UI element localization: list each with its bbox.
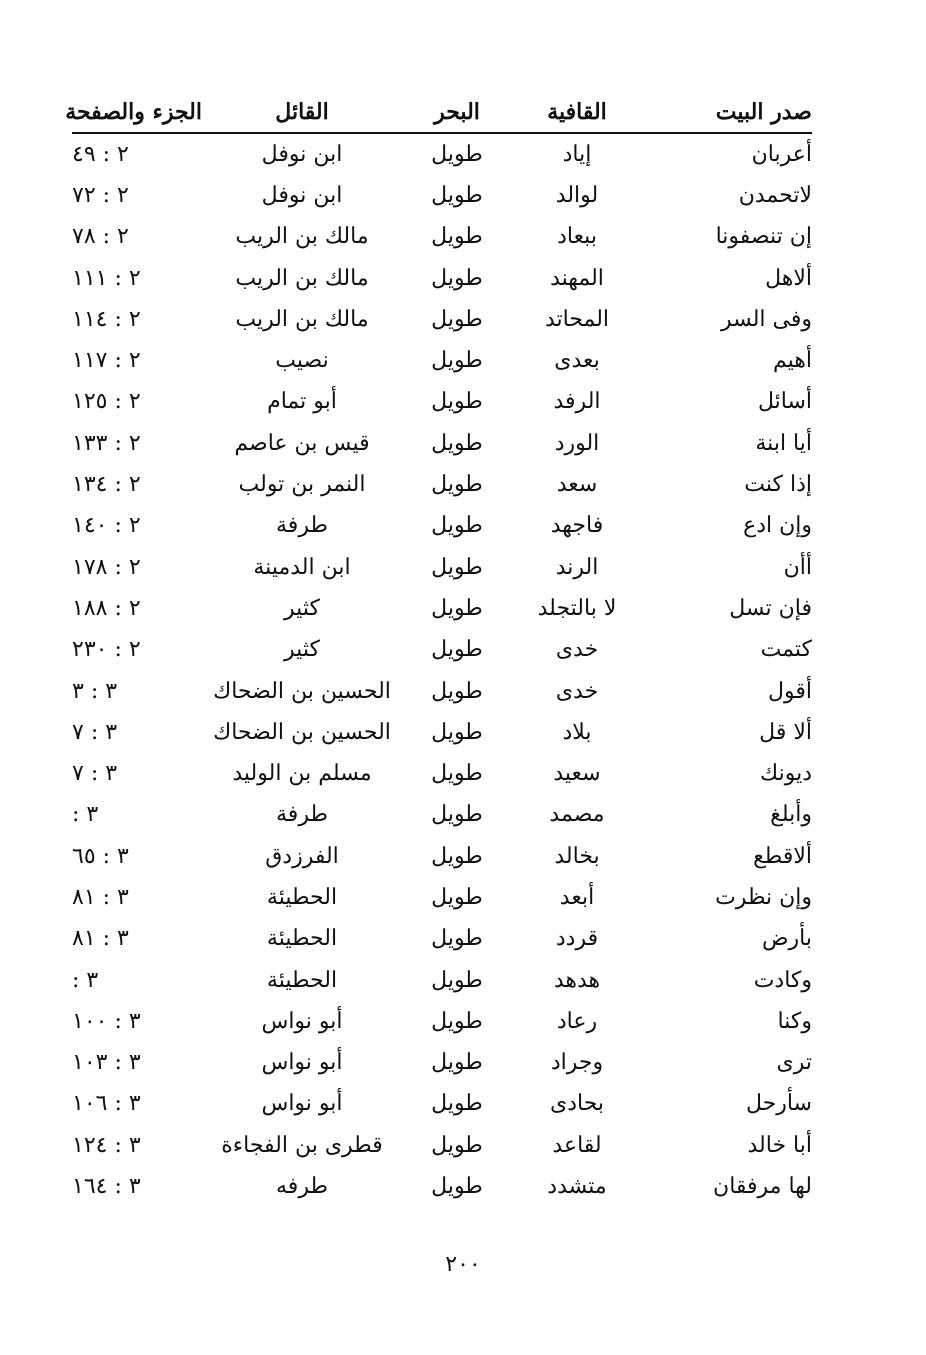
cell-verse: وفى السر <box>720 306 812 332</box>
cell-verse: أعربان <box>751 141 812 167</box>
table-row <box>72 217 812 258</box>
cell-meter: طويل <box>431 389 483 415</box>
cell-verse: سأرحل <box>745 1091 812 1117</box>
cell-reference: ٣ : ١٢٤ <box>72 1132 141 1158</box>
cell-verse: أأن <box>783 554 812 580</box>
cell-reference: ٣ : ١٠٦ <box>72 1091 141 1117</box>
header-poet: القائل <box>275 99 329 126</box>
header-rhyme: القافية <box>547 99 607 126</box>
cell-meter: طويل <box>431 595 483 621</box>
cell-reference: ٢ : ١٤٠ <box>72 513 141 539</box>
cell-rhyme: مصمد <box>549 802 605 828</box>
cell-rhyme: المحاتد <box>544 306 610 332</box>
cell-verse: فإن تسل <box>729 595 812 621</box>
cell-verse: بأرض <box>761 926 812 952</box>
cell-poet: أبو تمام <box>267 389 337 415</box>
cell-rhyme: قردد <box>555 926 599 952</box>
cell-poet: ابن الدمينة <box>253 554 351 580</box>
table-row <box>72 1125 812 1166</box>
cell-verse: إن تنصفونا <box>715 224 812 250</box>
cell-verse: كتمت <box>760 637 812 663</box>
cell-poet: قطرى بن الفجاءة <box>221 1132 383 1158</box>
cell-verse: ترى <box>776 1050 812 1076</box>
table-row <box>72 1084 812 1125</box>
table-row <box>72 630 812 671</box>
cell-poet: ابن نوفل <box>261 182 343 208</box>
table-row <box>72 877 812 918</box>
cell-reference: ٣ : <box>72 967 99 993</box>
cell-verse: أسائل <box>757 389 812 415</box>
cell-poet: مالك بن الريب <box>235 265 369 291</box>
table-row <box>72 1001 812 1042</box>
cell-poet: قيس بن عاصم <box>234 430 370 456</box>
cell-verse: وأبلغ <box>770 802 812 828</box>
cell-verse: ديونك <box>760 761 812 787</box>
cell-reference: ٢ : ١٧٨ <box>72 554 141 580</box>
cell-meter: طويل <box>431 719 483 745</box>
cell-meter: طويل <box>431 761 483 787</box>
cell-rhyme: بخالد <box>554 843 600 869</box>
cell-poet: الحسين بن الضحاك <box>213 678 391 704</box>
cell-poet: طرفه <box>276 1174 328 1200</box>
cell-verse: وكادت <box>753 967 812 993</box>
cell-meter: طويل <box>431 306 483 332</box>
cell-reference: ٣ : ٣ <box>72 678 118 704</box>
cell-reference: ٣ : ٦٥ <box>72 843 129 869</box>
cell-poet: مسلم بن الوليد <box>232 761 372 787</box>
table-row <box>72 340 812 381</box>
table-row <box>72 382 812 423</box>
cell-poet: أبو نواس <box>261 1008 343 1034</box>
cell-rhyme: الرفد <box>553 389 601 415</box>
cell-poet: ابن نوفل <box>261 141 343 167</box>
table-row <box>72 464 812 505</box>
table-header <box>65 88 812 134</box>
cell-verse: أبا خالد <box>747 1132 812 1158</box>
cell-verse: وكنا <box>777 1008 812 1034</box>
cell-meter: طويل <box>431 843 483 869</box>
page-number: ٢٠٠ <box>445 1252 481 1277</box>
cell-reference: ٢ : ١٣٣ <box>72 430 141 456</box>
header-reference: الجزء والصفحة <box>65 99 202 126</box>
header-meter: البحر <box>434 99 480 126</box>
cell-poet: مالك بن الريب <box>235 224 369 250</box>
cell-verse: وإن نظرت <box>715 884 812 910</box>
cell-verse: إذا كنت <box>744 472 812 498</box>
cell-poet: كثير <box>284 637 320 663</box>
cell-poet: الفرزدق <box>265 843 339 869</box>
cell-reference: ٢ : ١٢٥ <box>72 389 141 415</box>
cell-rhyme: سعد <box>556 472 598 498</box>
cell-reference: ٢ : ٧٢ <box>72 182 129 208</box>
cell-verse: لها مرفقان <box>713 1174 812 1200</box>
table-row <box>72 134 812 175</box>
cell-reference: ٣ : ٧ <box>72 719 118 745</box>
cell-rhyme: أبعد <box>559 884 595 910</box>
cell-verse: ألاهل <box>765 265 812 291</box>
cell-verse: ألا قل <box>759 719 812 745</box>
table-row <box>72 960 812 1001</box>
table-row <box>72 753 812 794</box>
cell-verse: أيا ابنة <box>755 430 812 456</box>
cell-rhyme: الورد <box>554 430 600 456</box>
cell-reference: ٣ : ١٠٣ <box>72 1050 141 1076</box>
cell-poet: النمر بن تولب <box>238 472 366 498</box>
cell-rhyme: خدى <box>555 678 599 704</box>
cell-meter: طويل <box>431 430 483 456</box>
cell-reference: ٣ : ١٠٠ <box>72 1008 141 1034</box>
cell-meter: طويل <box>431 141 483 167</box>
cell-poet: الحسين بن الضحاك <box>213 719 391 745</box>
table-row <box>72 1166 812 1207</box>
cell-poet: طرفة <box>276 513 328 539</box>
cell-rhyme: لوالد <box>555 182 599 208</box>
cell-reference: ٢ : ٤٩ <box>72 141 129 167</box>
cell-meter: طويل <box>431 224 483 250</box>
table-row <box>72 671 812 712</box>
cell-rhyme: إياد <box>562 141 592 167</box>
cell-reference: ٢ : ١١٤ <box>72 306 141 332</box>
cell-reference: ٣ : ٨١ <box>72 926 129 952</box>
header-verse: صدر البيت <box>715 99 812 126</box>
cell-meter: طويل <box>431 637 483 663</box>
cell-poet: الحطيئة <box>266 884 338 910</box>
cell-meter: طويل <box>431 678 483 704</box>
cell-reference: ٢ : ٢٣٠ <box>72 637 141 663</box>
table-row <box>72 712 812 753</box>
cell-reference: ٣ : ٧ <box>72 761 118 787</box>
cell-meter: طويل <box>431 1174 483 1200</box>
cell-meter: طويل <box>431 513 483 539</box>
cell-poet: أبو نواس <box>261 1050 343 1076</box>
table-row <box>72 547 812 588</box>
table-body <box>72 134 812 1208</box>
cell-reference: ٣ : ٨١ <box>72 884 129 910</box>
cell-rhyme: وجراد <box>550 1050 604 1076</box>
table-row <box>72 506 812 547</box>
cell-meter: طويل <box>431 967 483 993</box>
cell-rhyme: خدى <box>555 637 599 663</box>
cell-meter: طويل <box>431 1091 483 1117</box>
table-row <box>72 299 812 340</box>
table-row <box>72 423 812 464</box>
cell-rhyme: بحادى <box>549 1091 605 1117</box>
cell-rhyme: المهند <box>550 265 604 291</box>
cell-rhyme: الرند <box>555 554 599 580</box>
cell-meter: طويل <box>431 348 483 374</box>
table-row <box>72 258 812 299</box>
cell-meter: طويل <box>431 802 483 828</box>
table-row <box>72 795 812 836</box>
cell-reference: ٢ : ١١٧ <box>72 348 141 374</box>
cell-reference: ٣ : ١٦٤ <box>72 1174 141 1200</box>
cell-meter: طويل <box>431 472 483 498</box>
cell-rhyme: رعاد <box>556 1008 598 1034</box>
cell-poet: مالك بن الريب <box>235 306 369 332</box>
cell-poet: كثير <box>284 595 320 621</box>
cell-verse: أهيم <box>773 348 812 374</box>
cell-meter: طويل <box>431 1050 483 1076</box>
cell-poet: الحطيئة <box>266 967 338 993</box>
cell-verse: ألاقطع <box>753 843 812 869</box>
cell-meter: طويل <box>431 1008 483 1034</box>
cell-rhyme: متشدد <box>547 1174 607 1200</box>
cell-reference: ٢ : ١٨٨ <box>72 595 141 621</box>
cell-rhyme: بلاد <box>562 719 592 745</box>
cell-poet: أبو نواس <box>261 1091 343 1117</box>
table-row <box>72 919 812 960</box>
cell-rhyme: لقاعد <box>552 1132 602 1158</box>
cell-rhyme: هدهد <box>553 967 601 993</box>
table-row <box>72 175 812 216</box>
cell-meter: طويل <box>431 554 483 580</box>
table-row <box>72 588 812 629</box>
cell-reference: ٢ : ١١١ <box>72 265 141 291</box>
cell-rhyme: سعيد <box>553 761 601 787</box>
cell-verse: لاتحمدن <box>738 182 812 208</box>
cell-rhyme: فاجهد <box>550 513 604 539</box>
cell-verse: أقول <box>768 678 812 704</box>
cell-rhyme: لا بالتجلد <box>537 595 617 621</box>
cell-meter: طويل <box>431 884 483 910</box>
cell-poet: طرفة <box>276 802 328 828</box>
cell-meter: طويل <box>431 1132 483 1158</box>
verse-index-table <box>65 88 812 1208</box>
cell-reference: ٣ : <box>72 802 99 828</box>
cell-meter: طويل <box>431 926 483 952</box>
table-row <box>72 836 812 877</box>
cell-poet: الحطيئة <box>266 926 338 952</box>
cell-meter: طويل <box>431 265 483 291</box>
cell-rhyme: بعدى <box>554 348 600 374</box>
cell-verse: وإن ادع <box>743 513 812 539</box>
cell-reference: ٢ : ٧٨ <box>72 224 129 250</box>
cell-rhyme: ببعاد <box>557 224 597 250</box>
table-row <box>72 1043 812 1084</box>
cell-meter: طويل <box>431 182 483 208</box>
cell-poet: نصيب <box>275 348 329 374</box>
cell-reference: ٢ : ١٣٤ <box>72 472 141 498</box>
